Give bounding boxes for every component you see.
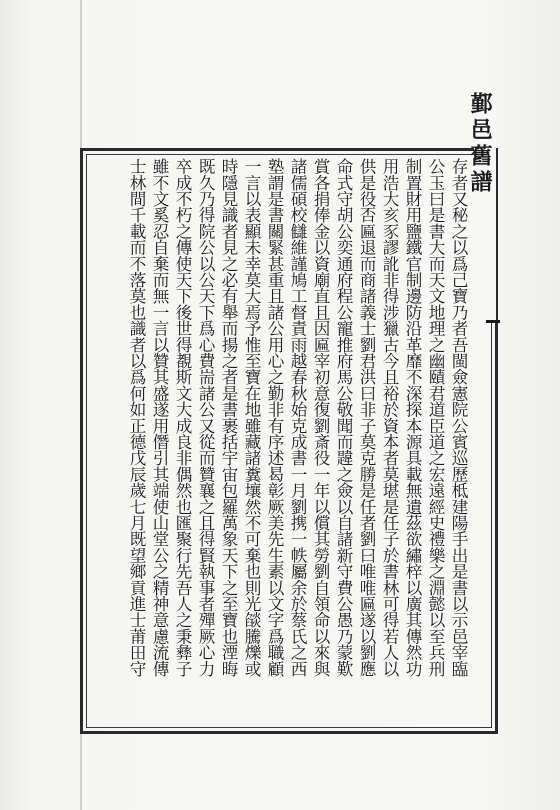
text-column: 命式守胡公奕通府程公寵推府馬公敬聞而韙之僉以自諸新守費公愚乃蒙歎 bbox=[334, 158, 353, 677]
text-column: 雖不文奚忍自棄而無一言以贊其盛遂用僭引其端使山堂公之精神意慮流傳 bbox=[150, 158, 169, 677]
text-column: 諸儒碩校讎維謹鳩工督責雨越春秋始克成書一月劉携一帙屬余於蔡氏之西 bbox=[288, 158, 307, 677]
text-column: 時隱見識者見之必有舉而揚之者是書裹括宇宙包羅萬象天下之至寶也湮晦 bbox=[219, 158, 238, 677]
text-column: 用浩大亥豕謬訛非得涉獵古今且裕於資本者莫堪是任子於書林可得若人以 bbox=[380, 158, 399, 677]
text-column: 存者又秘之以爲己寶乃者吾閩僉憲院公賓巡歷柢建陽手出是書以示邑宰臨 bbox=[449, 158, 468, 677]
text-column: 塾謂是書關緊甚重且諸公用心之勤非有序述曷彰厥美先生素以文字爲職顧 bbox=[265, 158, 284, 677]
preface-text bbox=[92, 158, 470, 724]
text-column: 制置財用鹽鐵官制邊防沿革靡不深探本源具載無遺茲欲繡梓以廣其傳然功 bbox=[403, 158, 422, 677]
text-column: 卒成不朽之傳使天下後世得覩斯文大成良非偶然也匯聚行先吾人之秉彝子 bbox=[173, 158, 192, 677]
page-title: 鄞邑舊譜 bbox=[474, 92, 496, 322]
text-column: 一言以表顯未幸莫大焉予惟至寶在地雖藏諸糞壤然不可棄也則光燄騰爍或 bbox=[242, 158, 261, 677]
title-mark bbox=[486, 320, 500, 323]
text-column: 公玉曰是書大而天文地理之幽賾君道臣道之宏遠經史禮樂之淵懿以至兵刑 bbox=[426, 158, 445, 677]
text-column: 賞各捐俸金以資廟直且因匾宰初意復劉斎役一年以償其勞劉自領命以來與 bbox=[311, 158, 330, 677]
text-column: 士林間千載而不落莫也識者以爲何如正德戊辰歲七月既望鄉貢進士莆田守 bbox=[127, 158, 146, 677]
text-column: 既久乃得院公以公天下爲心費耑諸公又從而贊襄之且得賢執事者殫厥心力 bbox=[196, 158, 215, 677]
text-column: 供是役否匾退而商諸義士劉君洪曰非子莫克勝是任者劉曰唯唯匾遂以劉應 bbox=[357, 158, 376, 677]
